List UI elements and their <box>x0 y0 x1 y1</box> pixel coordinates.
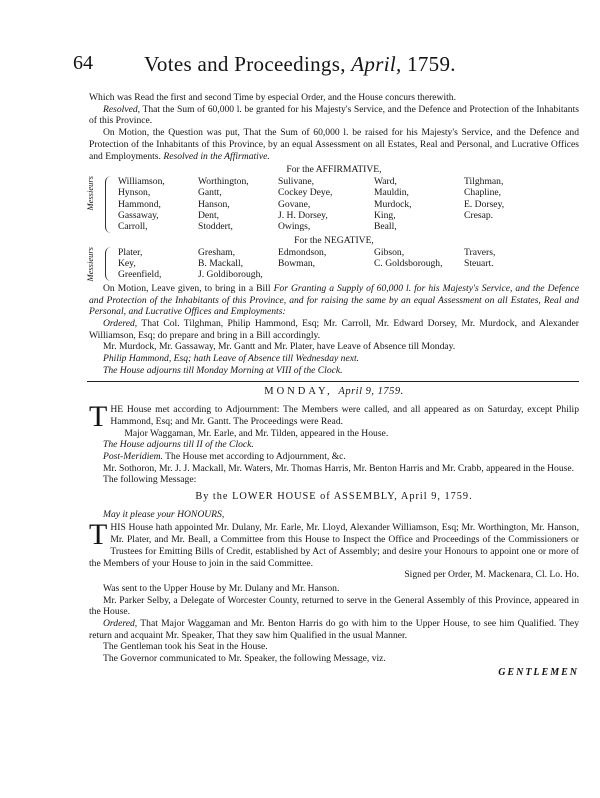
member-column <box>464 176 554 233</box>
member-name: Murdock, <box>374 198 412 210</box>
brace <box>105 247 114 281</box>
side-label: Messieurs <box>85 175 95 211</box>
member-name: B. Mackall, <box>198 258 244 270</box>
message-body: THIS House hath appointed Mr. Dulany, Mr. Earle, Mr. Lloyd, Alexander Williamson, Esq; Mr. Worthington, Mr. Hanson, Mr. Plater, and Mr. Beall, a Committee from this House to Inspect the Office and Proceedings of the Commissioners or Trustees for Emitting Bills of Credit, established by Act of Assembly; and desire your Honours to appoint one or more of the Members of your House to join in the said Committee. <box>89 518 579 569</box>
paragraph: Post-Meridiem. The House met according to Adjournment, &c. <box>103 450 346 462</box>
paragraph: THE House met according to Adjournment: The Members were called, and all appeared as on Saturday, except Philip Hammond, Esq; and Mr. Gantt. The Proceedings were Read. <box>89 400 579 434</box>
drop-cap: T <box>89 400 108 434</box>
running-header <box>0 52 600 80</box>
member-name: Plater, <box>118 246 143 258</box>
member-name: Gantt, <box>198 187 222 199</box>
page-number: 64 <box>73 52 93 74</box>
member-name: Beall, <box>374 221 397 233</box>
member-name: Greenfield, <box>118 269 162 281</box>
paragraph: Major Waggaman, Mr. Earle, and Mr. Tilden, appeared in the House. <box>124 427 389 439</box>
member-name: Worthington, <box>198 175 249 187</box>
paragraph: Mr. Parker Selby, a Delegate of Worcester County, returned to serve in the General Assembly of this Province, appeared in the House. <box>89 594 579 618</box>
member-name: Cresap. <box>464 210 494 222</box>
signature-line: Signed per Order, M. Mackenara, Cl. Lo. Ho. <box>404 569 579 581</box>
member-name: Hanson, <box>198 198 230 210</box>
negative-list <box>85 246 579 282</box>
salutation: May it please your HONOURS, <box>103 508 225 520</box>
paragraph: On Motion, Leave given, to bring in a Bill For Granting a Supply of 60,000 l. for his Majesty's Service, and the Defence and Protection of the Inhabitants of this Province, and for raising the same by an equal Assessment on all Estates, Real and Personal, and Lucrative Offices and Employments: <box>89 282 579 318</box>
page-body <box>85 92 579 679</box>
member-name: Govane, <box>278 198 311 210</box>
member-column <box>278 247 374 281</box>
paragraph: Which was Read the first and second Time by especial Order, and the House concurs therewith. <box>89 92 457 103</box>
member-name <box>278 269 374 280</box>
member-name: Gassaway, <box>118 210 159 222</box>
member-name: Gresham, <box>198 246 236 258</box>
member-name <box>464 221 554 232</box>
member-column <box>198 176 278 233</box>
member-name: Williamson, <box>118 175 165 187</box>
paragraph: Mr. Sothoron, Mr. J. J. Mackall, Mr. Waters, Mr. Thomas Harris, Mr. Benton Harris and Mr. Crabb, appeared in the House. <box>103 462 575 474</box>
day-heading: MONDAY, April 9, 1759. <box>264 386 404 398</box>
member-name <box>374 269 464 280</box>
paragraph: Mr. Murdock, Mr. Gassaway, Mr. Gantt and Mr. Plater, have Leave of Absence till Monday. <box>103 341 456 353</box>
member-column <box>374 176 464 233</box>
member-column <box>198 247 278 281</box>
member-name: J. H. Dorsey, <box>278 210 328 222</box>
side-label: Messieurs <box>85 246 95 282</box>
member-name: Edmondson, <box>278 246 327 258</box>
member-name: Hynson, <box>118 187 151 199</box>
member-name: Mauldin, <box>374 187 409 199</box>
member-column <box>278 176 374 233</box>
negative-heading: For the NEGATIVE, <box>294 234 374 246</box>
member-name <box>464 269 554 280</box>
member-name: E. Dorsey, <box>464 198 505 210</box>
member-name: Travers, <box>464 246 496 258</box>
catchword: GENTLEMEN <box>498 666 579 678</box>
member-name: C. Goldsborough, <box>374 258 443 270</box>
member-name: Steuart. <box>464 258 494 270</box>
member-name: Dent, <box>198 210 220 222</box>
member-column <box>464 247 554 281</box>
brace <box>105 176 114 233</box>
member-name: Chapline, <box>464 187 502 199</box>
paragraph: Philip Hammond, Esq; hath Leave of Absence till Wednesday next. <box>103 353 360 365</box>
paragraph: The House adjourns till II of the Clock. <box>103 439 254 451</box>
affirmative-heading: For the AFFIRMATIVE, <box>286 164 382 176</box>
member-column <box>118 247 198 281</box>
paragraph: Ordered, That Major Waggaman and Mr. Benton Harris do go with him to the Upper House, to see him Qualified. They return and acquaint Mr. Speaker, That they saw him Qualified in the usual Manner. <box>89 618 579 641</box>
page-title: Votes and Proceedings, April, 1759. <box>144 52 456 76</box>
member-name: Cockey Deye, <box>278 187 333 199</box>
member-name: J. Goldiborough, <box>198 269 263 281</box>
member-name: Bowman, <box>278 258 316 270</box>
affirmative-list <box>85 175 579 233</box>
paragraph: Was sent to the Upper House by Mr. Dulany and Mr. Hanson. <box>103 582 340 594</box>
member-name: Key, <box>118 258 136 270</box>
member-name: Sulivane, <box>278 175 314 187</box>
member-name: Hammond, <box>118 198 161 210</box>
member-name: King, <box>374 210 396 222</box>
divider <box>87 381 579 382</box>
paragraph: Ordered, That Col. Tilghman, Philip Hammond, Esq; Mr. Carroll, Mr. Edward Dorsey, Mr. Murdock, and Alexander Williamson, Esq; do prepare and bring in a Bill accordingly. <box>89 317 579 341</box>
paragraph: The House adjourns till Monday Morning at VIII of the Clock. <box>103 364 343 376</box>
member-name: Owings, <box>278 221 311 233</box>
member-name: Tilghman, <box>464 175 504 187</box>
member-name: Stoddert, <box>198 221 233 233</box>
paragraph: On Motion, the Question was put, That the Sum of 60,000 l. be raised for his Majesty's Service, and the Defence and Protection of the Inhabitants of this Province, by an equal Assessment on all Estates, Real and Personal, and Lucrative Offices and Employments. Resolved in the Affirmative. <box>89 127 579 162</box>
member-name: Carroll, <box>118 221 148 233</box>
paragraph: The following Message: <box>103 474 197 486</box>
paragraph: The Governor communicated to Mr. Speaker, the following Message, viz. <box>103 653 386 665</box>
paragraph: Resolved, That the Sum of 60,000 l. be granted for his Majesty's Service, and the Defence and Protection of the Inhabitants of this Province. <box>89 103 579 127</box>
member-column <box>374 247 464 281</box>
message-heading: By the LOWER HOUSE of ASSEMBLY, April 9, 1759. <box>195 491 473 503</box>
paragraph: The Gentleman took his Seat in the House. <box>103 641 268 653</box>
drop-cap: T <box>89 518 108 552</box>
member-name: Gibson, <box>374 246 405 258</box>
member-column <box>118 176 198 233</box>
member-name: Ward, <box>374 175 397 187</box>
